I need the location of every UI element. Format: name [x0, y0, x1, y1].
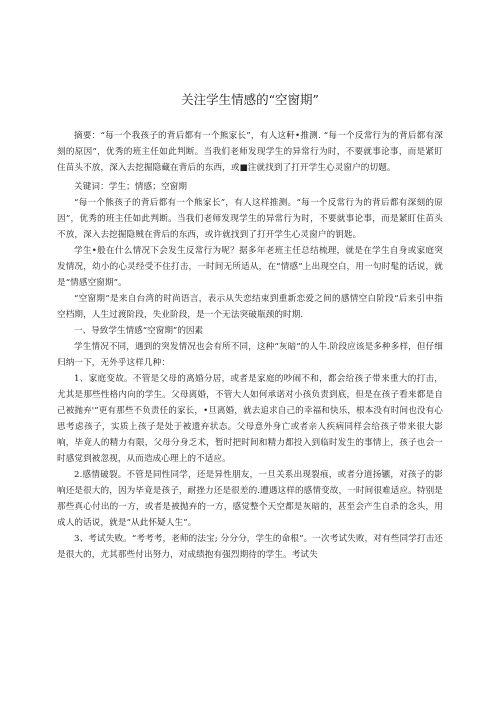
document-title: 关注学生情感的“空窗期”	[181, 92, 319, 107]
list-item: 1、家庭变故。不管是父母的离婚分居，或者是家庭的吵闹不和，都会给孩子带来重大的打击，尤其是那些性格内向的学生。父母离婚，不管大人如何承诺对小孩负责到底，但是在孩子看来都是自己被抛弃'”更有那些不负责任的家长，•旦离婚，就去追求自己的幸福和快乐，根本没有时间也没有心思考虑孩子，实质上孩子是处于被遗弃状态。父母意外身亡或者亲人疾病同样会给孩子带来很大影响，毕竟人的精力有限，父母分身乏术，暂时把时间和精力都投入到临时发生的事情上，孩子也会一时感觉到被忽视，从而造成心理上的不适应。	[57, 374, 443, 464]
list-item: 3、考试失败。“考考考，老师的法宝; 分分分，学生的命根”。一次考试失败，对有些同学打击还是很大的，尤其那些付出努力，对成绩抱有强烈期待的学生。考试失	[57, 534, 443, 560]
body-paragraph: 学生•般在什么情况下会发生反常行为呢？据多年老班主任总结梳理，就是在学生自身或家庭突发情况，幼小的心灵经受不住打击，一时间无所适从，在“情感”上出现空白，用一句时髦的话说，就是“情感空窗期”。	[57, 246, 443, 288]
section-intro-paragraph: 学生情况不同，遇到的突发情况也会有所不同，这种“灰暗”的人牛.阶段应该是多种多样，但仔细归纳一下，无外乎这样几种：	[57, 342, 443, 368]
list-item: 2.感情破裂。不管是同性同学，还是异性朋友，一旦关系出现裂痕，或者分道扬镳，对孩子的影响还是很大的，因为毕竟是孩子，耐挫力还是很差的.遭遇这样的感情变故，一时间很难适应。特别是那些真心付出的一方，或者是被抛弃的一方，感觉整个天空都是灰暗的，甚至会产生自杀的念头，用成人的话说，就是“从此怀疑人生”。	[57, 470, 443, 528]
body-paragraph: “空窗期”是来自台湾的时尚语言，表示从失恋结束到重新恋爱之间的感情空白阶段“后来引申指空档期，人生过渡阶段，失业阶段，是一个无法突破瓶颈的时期.	[57, 294, 443, 320]
abstract-paragraph: 摘要：“每一个我孩子的背后都有一个熊家长”，有人这軒•推测. “每一个反常行为的背后都有深刻的原因”，优秀的班主任如此判断。当我们老师发现学生的异常行为时，不要就事论事，而是紧盯住苗头不放，深入去挖掘隐藏在背后的东西，或■注就找到了打开学生心灵窗户的切题。	[57, 131, 443, 173]
keywords-line: 关键词：学生；情感；空窗期	[74, 182, 188, 192]
body-paragraph: “每一个熊孩子的背后都有一个熊家长”，有人这样推测。“每一个反常行为的背后都有深刻的原因”，优秀的班主任如此判断。当我们老师发现学生的异常行为时，不要就事论事，而是紧盯住苗头不放，深入去挖掘隐贼在背后的东西，或许就找到了打开学生心灵窗户的钥匙。	[57, 198, 443, 240]
section-heading: 一、导致学生情感“空窗期”的因素	[74, 326, 204, 336]
